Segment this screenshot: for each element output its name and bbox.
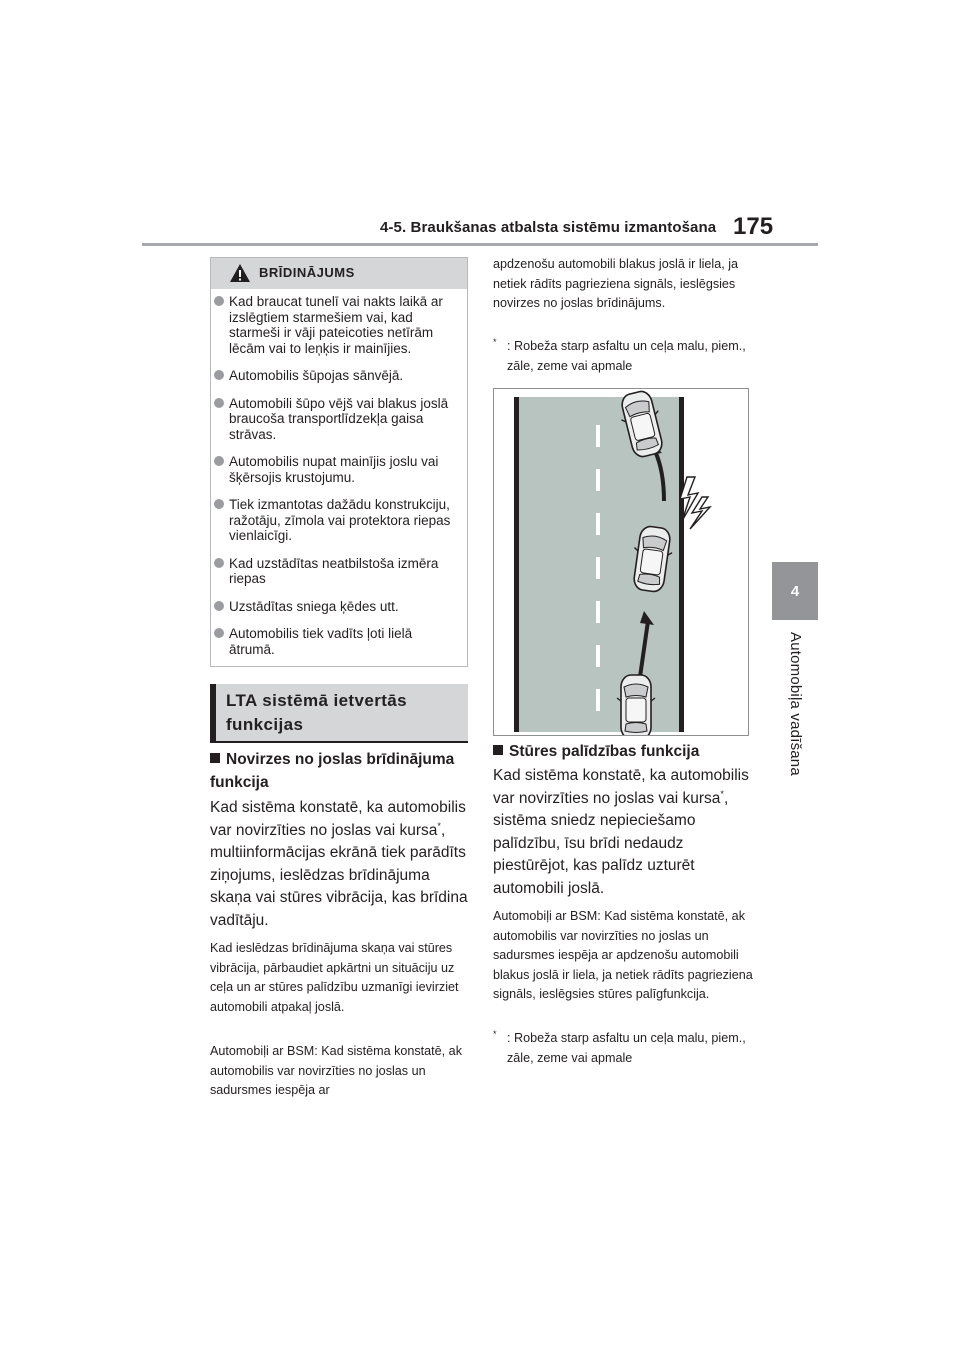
bullet-icon xyxy=(214,456,224,466)
lane-departure-instruction: Kad ieslēdzas brīdinājuma skaņa vai stūres vibrācija, pārbaudiet apkārtni un situāciju uz ceļa un ar stūres palīdzību uzmanīgi ievirziet automobili atpakaļ joslā. xyxy=(210,941,459,1014)
bsm-note-end: apdzenošu automobili blakus joslā ir liela, ja netiek rādīts pagrieziena signāls, ieslēgsies novirzes no joslas brīdinājums. xyxy=(493,257,739,310)
list-item: Uzstādītas sniega ķēdes utt. xyxy=(211,599,467,615)
chapter-label: Automobiļa vadīšana xyxy=(787,632,804,776)
bullet-icon xyxy=(214,296,224,306)
bullet-icon xyxy=(214,558,224,568)
list-item: Tiek izmantotas dažādu konstrukciju, ražotāju, zīmola vai protektora riepas vienlaicīgi. xyxy=(211,497,467,544)
square-bullet-icon xyxy=(210,753,220,763)
bullet-icon xyxy=(214,628,224,638)
list-item: Kad braucat tunelī vai nakts laikā ar izslēgtiem starmešiem vai, kad starmeši ir vāji pateicoties netīrām lēcām vai to leņķis ir mainījies. xyxy=(211,294,467,356)
footnote: * : Robeža starp asfaltu un ceļa malu, piem., zāle, zeme vai apmale xyxy=(493,336,746,373)
list-item: Automobilis nupat mainījis joslu vai šķērsojis krustojumu. xyxy=(211,454,467,485)
list-item: Automobilis tiek vadīts ļoti lielā ātrumā. xyxy=(211,626,467,657)
footnote-mark: * xyxy=(720,788,724,799)
road-edge-right xyxy=(679,397,684,732)
bullet-icon xyxy=(214,370,224,380)
bullet-icon xyxy=(214,499,224,509)
bsm-steering-note: Automobiļi ar BSM: Kad sistēma konstatē, ak automobilis var novirzīties no joslas un sadursmes iespēja ar apdzenošu automobili blakus joslā ir liela, ja netiek rādīts pagrieziena signāls, ieslēgsies stūres palīgfunkcija. xyxy=(493,909,753,1001)
warning-box xyxy=(210,257,468,667)
bullet-icon xyxy=(214,398,224,408)
warning-icon xyxy=(229,263,251,283)
warning-title: BRĪDINĀJUMS xyxy=(259,265,355,280)
lane-departure-illustration xyxy=(493,388,749,736)
header-rule xyxy=(142,243,818,246)
road-diagram xyxy=(494,389,748,735)
warning-header xyxy=(211,258,467,289)
section-rule xyxy=(210,741,468,743)
section-heading xyxy=(210,684,468,741)
footnote-mark: * xyxy=(493,1028,497,1039)
car-bottom xyxy=(617,675,655,735)
steering-assist-description: Kad sistēma konstatē, ka automobilis var novirzīties no joslas vai kursa*, sistēma sniedz nepieciešamo palīdzību, īsu brīdi nedaudz piestūrējot, kas palīdz uzturēt automobili joslā. xyxy=(493,767,749,897)
lane-departure-description: Kad sistēma konstatē, ka automobilis var novirzīties no joslas vai kursa*, multiinformācijas ekrānā tiek parādīts ziņojums, ieslēdzas brīdinājuma skaņa vai stūres vibrācija, kas brīdina vadītāju. xyxy=(210,799,468,929)
list-item: Kad uzstādītas neatbilstoša izmēra riepas xyxy=(211,556,467,587)
page-number: 175 xyxy=(733,213,774,240)
chapter-tab: 4 xyxy=(772,562,818,620)
steering-assist-subhead: Stūres palīdzības funkcija xyxy=(493,740,755,763)
road-edge-left xyxy=(514,397,519,732)
list-item: Automobili šūpo vējš vai blakus joslā braucoša transportlīdzekļa gaisa strāvas. xyxy=(211,396,467,443)
square-bullet-icon xyxy=(493,745,503,755)
warning-list xyxy=(211,294,467,669)
running-header: 4-5. Braukšanas atbalsta sistēmu izmantošana xyxy=(380,219,717,236)
bullet-icon xyxy=(214,601,224,611)
footnote-mark: * xyxy=(493,336,497,347)
footnote-mark: * xyxy=(437,820,441,831)
footnote: * : Robeža starp asfaltu un ceļa malu, piem., zāle, zeme vai apmale xyxy=(493,1028,746,1065)
lane-departure-subhead: Novirzes no joslas brīdinājuma funkcija xyxy=(210,751,455,791)
section-title: LTA sistēmā ietvertās funkcijas xyxy=(226,691,407,734)
list-item: Automobilis šūpojas sānvējā. xyxy=(211,368,467,384)
bsm-note-start: Automobiļi ar BSM: Kad sistēma konstatē, ak automobilis var novirzīties no joslas un sadursmes iespēja ar xyxy=(210,1044,462,1097)
